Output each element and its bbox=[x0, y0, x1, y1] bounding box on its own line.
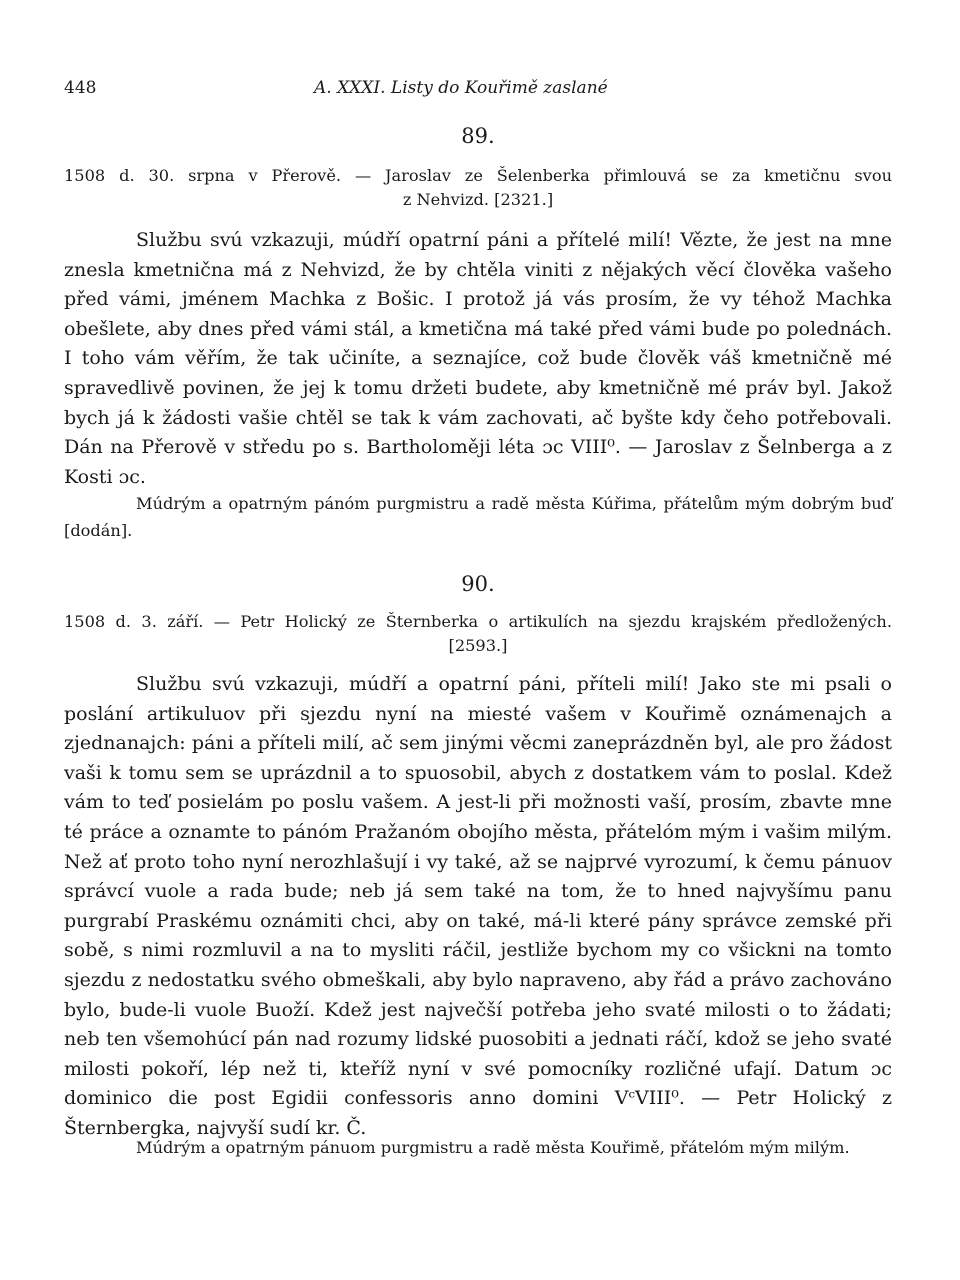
letter-paragraph: Službu svú vzkazuji, múdří a opatrní páni, příteli milí! Jako ste mi psali o poslání artikuluov při sjezdu nyní na miesté vašem v Kouřimě oznámenajch a zjednanajch: páni a příteli milí, ač sem jinými věcmi zaneprázdněn byl, ale pro žádost vaši k tomu sem se uprázdnil a to spuosobil, abych z dostatkem vám to poslal. Kdež vám to teď posielám po poslu vašem. A jest-li při možnosti vaší, prosím, zbavte mne té práce a oznamte to pánóm Pražanóm obojího města, přátelóm mým i vašim milým. Než ať proto toho nyní nerozhlašují i vy také, až se najprvé vyrozumí, k čemu pánuov správcí vuole a rada bude; neb já sem také na tom, že to hned najvyšímu panu purgrabí Praskému oznámiti chci, aby on také, má-li které pány správce zemské při sobě, s nimi rozmluvil a na to mysliti ráčil, jestliže bychom my co všickni na tomto sjezdu z nedostatku svého obmeškali, aby bylo napraveno, aby řád a právo zachováno bylo, bude-li vuole Buoží. Kdež jest največší potřeba jeho svaté milosti o to žádati; neb ten všemohúcí pán nad rozumy lidské puosobiti a jednati ráčí, kdož se jeho svaté milosti pokoří, lép než ti, kteříž nyní v své pomocníky rozličné ufají. Datum ɔc dominico die post Egidii confessoris anno domini VᶜVIII⁰. — Petr Holický z Šternbergka, najvyší sudí kr. Č. bbox=[64, 673, 892, 1139]
letter-text bbox=[64, 226, 892, 492]
entry-number: 90. bbox=[461, 572, 495, 596]
letter-paragraph: Službu svú vzkazuji, múdří opatrní páni a přítelé milí! Vězte, že jest na mne znesla kmetnična má z Nehvizd, že by chtěla viniti z nějakých věcí člověka vašeho před vámi, jménem Machka z Bošic. I protož já vás prosím, že vy téhož Machka obešlete, aby dnes před vámi stál, a kmetična má také před vámi bude po polednách. I toho vám věřím, že tak učiníte, a seznajíce, což bude člověk váš kmetničně mé spravedlivě povinen, že jej k tomu držeti budete, aby kmetničně mé práv byl. Jakož bych já k žádosti vašie chtěl se tak k vám zachovati, ač byšte kdy čeho potřebovali. Dán na Přerově v středu po s. Bartholoměji léta ɔc VIII⁰. — Jaroslav z Šelnberga a z Kosti ɔc. bbox=[64, 229, 892, 488]
regest-line: 1508 d. 3. září. — Petr Holický ze Šternberka o artikulích na sjezdu krajském předložených. bbox=[64, 612, 892, 631]
regest-line: 1508 d. 30. srpna v Přerově. — Jaroslav ze Šelenberka přimlouvá se za kmetičnu svou bbox=[64, 166, 892, 185]
page-number: 448 bbox=[64, 78, 97, 98]
regest-line: z Nehvizd. [2321.] bbox=[402, 190, 554, 209]
letter-address: Múdrým a opatrným pánóm purgmistru a radě města Kúřima, přátelům mým dobrým buď [dodán]. bbox=[64, 494, 892, 540]
page-header bbox=[64, 78, 892, 104]
running-title: A. XXXI. Listy do Kouřimě zaslané bbox=[314, 78, 608, 98]
regest-line: [2593.] bbox=[448, 636, 508, 655]
letter-address: Múdrým a opatrným pánuom purgmistru a radě města Kouřimě, přátelóm mým milým. bbox=[136, 1138, 850, 1157]
entry-number: 89. bbox=[461, 124, 495, 148]
entry-regest bbox=[64, 610, 892, 658]
letter-text bbox=[64, 670, 892, 1144]
entry-regest bbox=[64, 164, 892, 212]
